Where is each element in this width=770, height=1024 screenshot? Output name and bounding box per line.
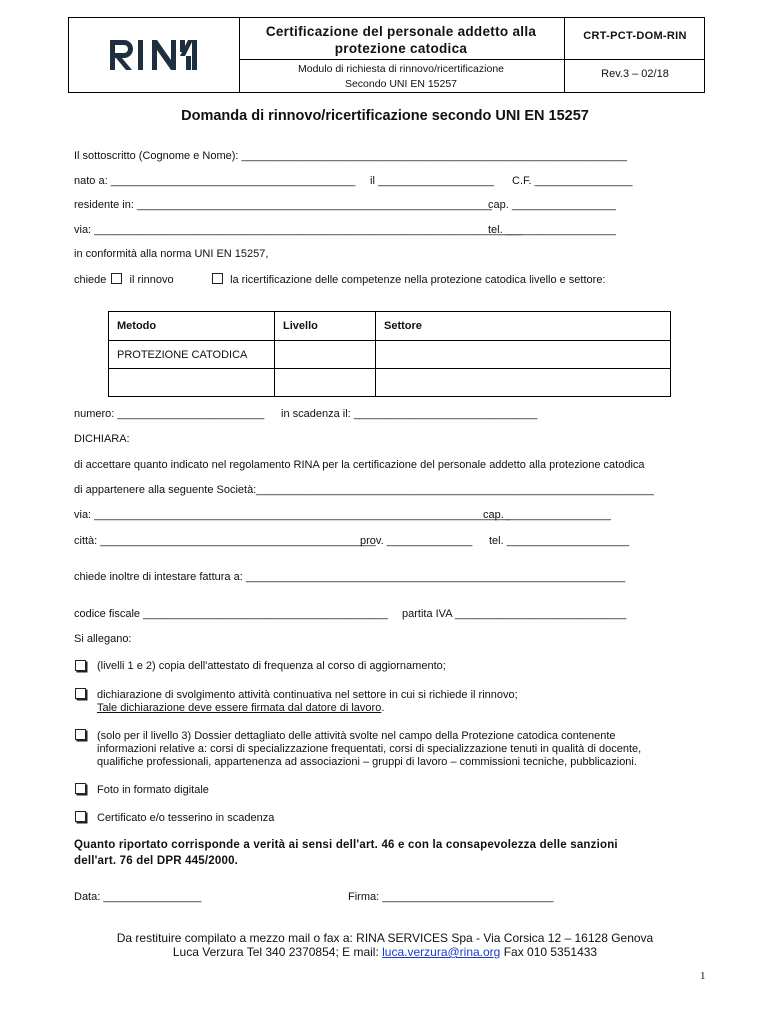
cap-societa-field[interactable]: cap. _________________ (483, 509, 611, 521)
header-subtitle (240, 62, 562, 92)
numero-field[interactable]: numero: ________________________ (74, 408, 265, 420)
tel-societa-field[interactable]: tel. ____________________ (489, 535, 630, 547)
sottoscritto-field[interactable]: Il sottoscritto (Cognome e Nome): _______________________________________________________________ (74, 150, 627, 162)
cell-settore[interactable] (376, 341, 671, 369)
cap-field[interactable]: cap. _________________ (488, 199, 616, 211)
rina-logo (108, 38, 200, 72)
allegato-3-line3: qualifiche professionali, appartenenza ad associazioni – gruppi di lavoro – commissioni tecniche, pubblicazioni. (97, 756, 637, 768)
allegato-4-text: Foto in formato digitale (97, 784, 209, 796)
table-header-row (109, 312, 671, 341)
allegato-3-text (97, 730, 707, 769)
citta-field[interactable]: città: _____________________________________________ (74, 535, 376, 547)
allegato-2-line1: dichiarazione di svolgimento attività continuativa nel settore in cui si richiede il rinnovo; (97, 689, 518, 701)
prov-field[interactable]: prov. ______________ (360, 535, 473, 547)
societa-field[interactable]: di appartenere alla seguente Società:_________________________________________________________________ (74, 484, 654, 496)
nato-a-field[interactable]: nato a: ________________________________________ (74, 175, 356, 187)
allegato-1-checkbox[interactable] (75, 660, 86, 671)
ricertificazione-row (210, 273, 606, 286)
data-nascita-field[interactable]: il ___________________ (370, 175, 495, 187)
allegato-3-line1: (solo per il livello 3) Dossier dettagliato delle attività svolte nel campo della Protezione catodica contenente (97, 730, 616, 742)
header-title-line1: Certificazione del personale addetto alla (265, 24, 537, 39)
cell-metodo: PROTEZIONE CATODICA (109, 341, 275, 369)
data-field[interactable]: Data: ________________ (74, 891, 202, 903)
th-metodo: Metodo (109, 312, 275, 341)
allegato-2-line2 (97, 702, 518, 715)
cell-livello[interactable] (275, 341, 376, 369)
conformita-text: in conformità alla norma UNI EN 15257, (74, 248, 269, 260)
footer-fax: Fax 010 5351433 (500, 945, 598, 959)
header-sub-line1: Modulo di richiesta di rinnovo/ricertificazione (297, 63, 504, 75)
codice-fiscale-societa-field[interactable]: codice fiscale ________________________________________ (74, 608, 388, 620)
rinnovo-label: il rinnovo (129, 274, 174, 286)
allegano-label: Si allegano: (74, 633, 132, 645)
declaration-line2: dell'art. 76 del DPR 445/2000. (74, 855, 239, 867)
cell-settore[interactable] (376, 369, 671, 397)
th-livello: Livello (275, 312, 376, 341)
chiede-row (74, 273, 174, 286)
firma-field[interactable]: Firma: ____________________________ (348, 891, 554, 903)
page-number: 1 (700, 970, 706, 982)
ricertificazione-label: la ricertificazione delle competenze nella protezione catodica livello e settore: (230, 274, 606, 286)
metodo-table (108, 311, 671, 397)
email-link[interactable]: luca.verzura@rina.org (382, 945, 501, 959)
table-row (109, 369, 671, 397)
document-code: CRT-PCT-DOM-RIN (583, 30, 687, 42)
chiede-label: chiede (74, 274, 107, 286)
cell-livello[interactable] (275, 369, 376, 397)
declaration-text (74, 837, 694, 869)
allegato-2-note: Tale dichiarazione deve essere firmata dal datore di lavoro (97, 702, 382, 714)
document-revision: Rev.3 – 02/18 (601, 68, 669, 80)
via-societa-field[interactable]: via: ____________________________________________________________________ (74, 509, 511, 521)
footer-line2 (0, 945, 770, 959)
dichiara-label: DICHIARA: (74, 433, 130, 445)
header-sub-line2: Secondo UNI EN 15257 (344, 78, 458, 90)
codice-fiscale-field[interactable]: C.F. ________________ (512, 175, 633, 187)
allegato-5-checkbox[interactable] (75, 811, 86, 822)
allegato-3-line2: informazioni relative a: corsi di specializzazione frequentati, corsi di specializzazione tenuti in qualità di docente, (97, 743, 642, 755)
table-row (109, 341, 671, 369)
ricertificazione-checkbox[interactable] (212, 273, 223, 284)
allegato-5-text: Certificato e/o tesserino in scadenza (97, 812, 275, 824)
allegato-4-checkbox[interactable] (75, 783, 86, 794)
rinnovo-checkbox[interactable] (111, 273, 122, 284)
cell-metodo[interactable] (109, 369, 275, 397)
fattura-field[interactable]: chiede inoltre di intestare fattura a: ______________________________________________________________ (74, 571, 626, 583)
footer-line1: Da restituire compilato a mezzo mail o fax a: RINA SERVICES Spa - Via Corsica 12 – 16128 Genova (116, 931, 654, 945)
partita-iva-field[interactable]: partita IVA ____________________________ (402, 608, 627, 620)
via-field[interactable]: via: ______________________________________________________________________ (74, 224, 523, 236)
page-title: Domanda di rinnovo/ricertificazione secondo UNI EN 15257 (181, 108, 589, 124)
accettare-text: di accettare quanto indicato nel regolamento RINA per la certificazione del personale addetto alla protezione catodica (74, 459, 645, 471)
allegato-3-checkbox[interactable] (75, 729, 86, 740)
tel-field[interactable]: tel. __________________ (488, 224, 616, 236)
header-title (240, 23, 562, 57)
allegato-1-text: (livelli 1 e 2) copia dell'attestato di frequenza al corso di aggiornamento; (97, 660, 446, 672)
residente-field[interactable]: residente in: __________________________________________________________ (74, 199, 492, 211)
scadenza-field[interactable]: in scadenza il: ______________________________ (281, 408, 538, 420)
allegato-2-dot: . (381, 702, 385, 714)
declaration-line1: Quanto riportato corrisponde a verità ai sensi dell'art. 46 e con la consapevolezza delle sanzioni (74, 839, 618, 851)
footer-contact: Luca Verzura Tel 340 2370854; E mail: (172, 945, 383, 959)
allegato-2-text (97, 689, 518, 715)
allegato-2-checkbox[interactable] (75, 688, 86, 699)
th-settore: Settore (376, 312, 671, 341)
header-title-line2: protezione catodica (334, 41, 468, 56)
